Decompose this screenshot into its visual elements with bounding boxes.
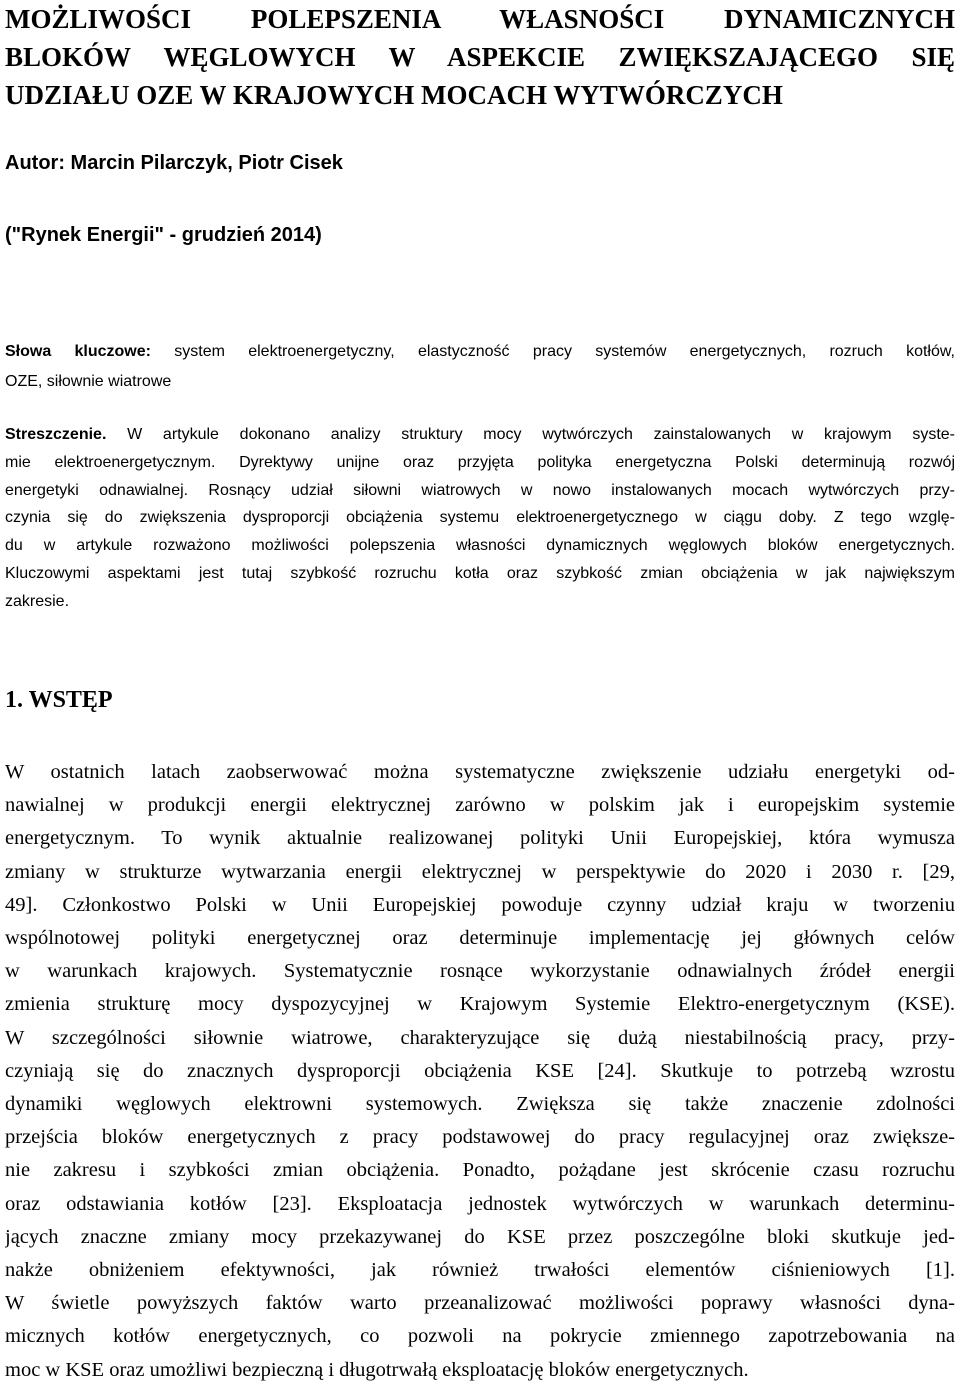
body-line: nie zakresu i szybkości zmian obciążenia. Ponadto, pożądane jest skrócenie czasu rozruchu [5, 1159, 955, 1182]
body-line: W ostatnich latach zaobserwować można systematyczne zwiększenie udziału energetyki od- [5, 761, 955, 783]
body-line: energetycznym. To wynik aktualnie realizowanej polityki Unii Europejskiej, która wymusza [5, 827, 955, 850]
abstract-line: energetyki odnawialnej. Rosnący udział siłowni wiatrowych w nowo instalowanych mocach wytwórczych przy- [5, 481, 955, 499]
body-line: micznych kotłów energetycznych, co pozwoli na pokrycie zmiennego zapotrzebowania na [5, 1325, 955, 1348]
abstract-label: Streszczenie. [5, 426, 107, 443]
body-line: jących znaczne zmiany mocy przekazywanej do KSE przez poszczególne bloki skutkuje jed- [5, 1225, 955, 1248]
authors [5, 150, 955, 176]
abstract-line [5, 421, 955, 449]
body-line: moc w KSE oraz umożliwi bezpieczną i długotrwałą eksploatację bloków energetycznych. [5, 1358, 749, 1381]
keywords-line: OZE, siłownie wiatrowe [5, 373, 172, 390]
body-line: W szczególności siłownie wiatrowe, charakteryzujące się dużą niestabilnością pracy, przy- [5, 1026, 955, 1049]
body-line: nawialnej w produkcji energii elektrycznej zarówno w polskim jak i europejskim systemie [5, 794, 955, 817]
body-line: oraz odstawiania kotłów [23]. Eksploatacja jednostek wytwórczych w warunkach determinu- [5, 1192, 955, 1215]
body-line: czyniają się do znacznych dysproporcji obciążenia KSE [24]. Skutkuje to potrzebą wzrostu [5, 1059, 955, 1082]
body-line: przejścia bloków energetycznych z pracy podstawowej do pracy regulacyjnej oraz zwiększe- [5, 1126, 955, 1149]
body-line: nakże obniżeniem efektywności, jak również trwałości elementów ciśnieniowych [1]. [5, 1259, 955, 1282]
keywords-label: Słowa kluczowe: [5, 343, 151, 360]
section-heading-text: 1. WSTĘP [5, 687, 113, 713]
keywords-line [5, 337, 955, 367]
authors-line: Autor: Marcin Pilarczyk, Piotr Cisek [5, 152, 343, 174]
abstract-line: Kluczowymi aspektami jest tutaj szybkość rozruchu kotła oraz szybkość zmian obciążenia w jak największym [5, 564, 955, 582]
body-line: w warunkach krajowych. Systematycznie rosnące wykorzystanie odnawialnych źródeł energii [5, 960, 955, 983]
body-line: zmiany w strukturze wytwarzania energii elektrycznej w perspektywie do 2020 i 2030 r. [29, [5, 860, 955, 883]
body-line: 49]. Członkostwo Polski w Unii Europejskiej powoduje czynny udział kraju w tworzeniu [5, 893, 955, 916]
section-heading [5, 685, 955, 715]
abstract-line: czynia się do zwiększenia dysproporcji obciążenia systemu elektroenergetycznego w ciągu doby. Z tego wzglę- [5, 509, 955, 527]
abstract-line: mie elektroenergetycznym. Dyrektywy unijne oraz przyjęta polityka energetyczna Polski determinują rozwój [5, 453, 955, 471]
article-title [5, 0, 955, 114]
publication-source [5, 222, 955, 248]
keywords-text: system elektroenergetyczny, elastyczność pracy systemów energetycznych, rozruch kotłów, [150, 343, 955, 360]
section-body [5, 756, 955, 1387]
abstract-line: zakresie. [5, 592, 70, 610]
body-line: dynamiki węglowych elektrowni systemowych. Zwiększa się także znaczenie zdolności [5, 1093, 955, 1116]
body-line: wspólnotowej polityki energetycznej oraz determinuje implementację jej głównych celów [5, 927, 955, 950]
abstract-text: W artykule dokonano analizy struktury mocy wytwórczych zainstalowanych w krajowym syste- [106, 426, 955, 443]
keywords [5, 337, 955, 397]
body-line: zmienia strukturę mocy dyspozycyjnej w Krajowym Systemie Elektro-energetycznym (KSE). [5, 993, 955, 1016]
abstract [5, 421, 955, 616]
abstract-line: du w artykule rozważono możliwości polepszenia własności dynamicznych węglowych bloków energetycznych. [5, 537, 955, 555]
title-line: MOŻLIWOŚCI POLEPSZENIA WŁASNOŚCI DYNAMICZNYCH [5, 4, 955, 34]
title-line: UDZIAŁU OZE W KRAJOWYCH MOCACH WYTWÓRCZYCH [5, 80, 783, 110]
source-line: ("Rynek Energii" - grudzień 2014) [5, 224, 322, 246]
title-line: BLOKÓW WĘGLOWYCH W ASPEKCIE ZWIĘKSZAJĄCEGO SIĘ [5, 42, 955, 72]
body-line: W świetle powyższych faktów warto przeanalizować możliwości poprawy własności dyna- [5, 1292, 955, 1315]
